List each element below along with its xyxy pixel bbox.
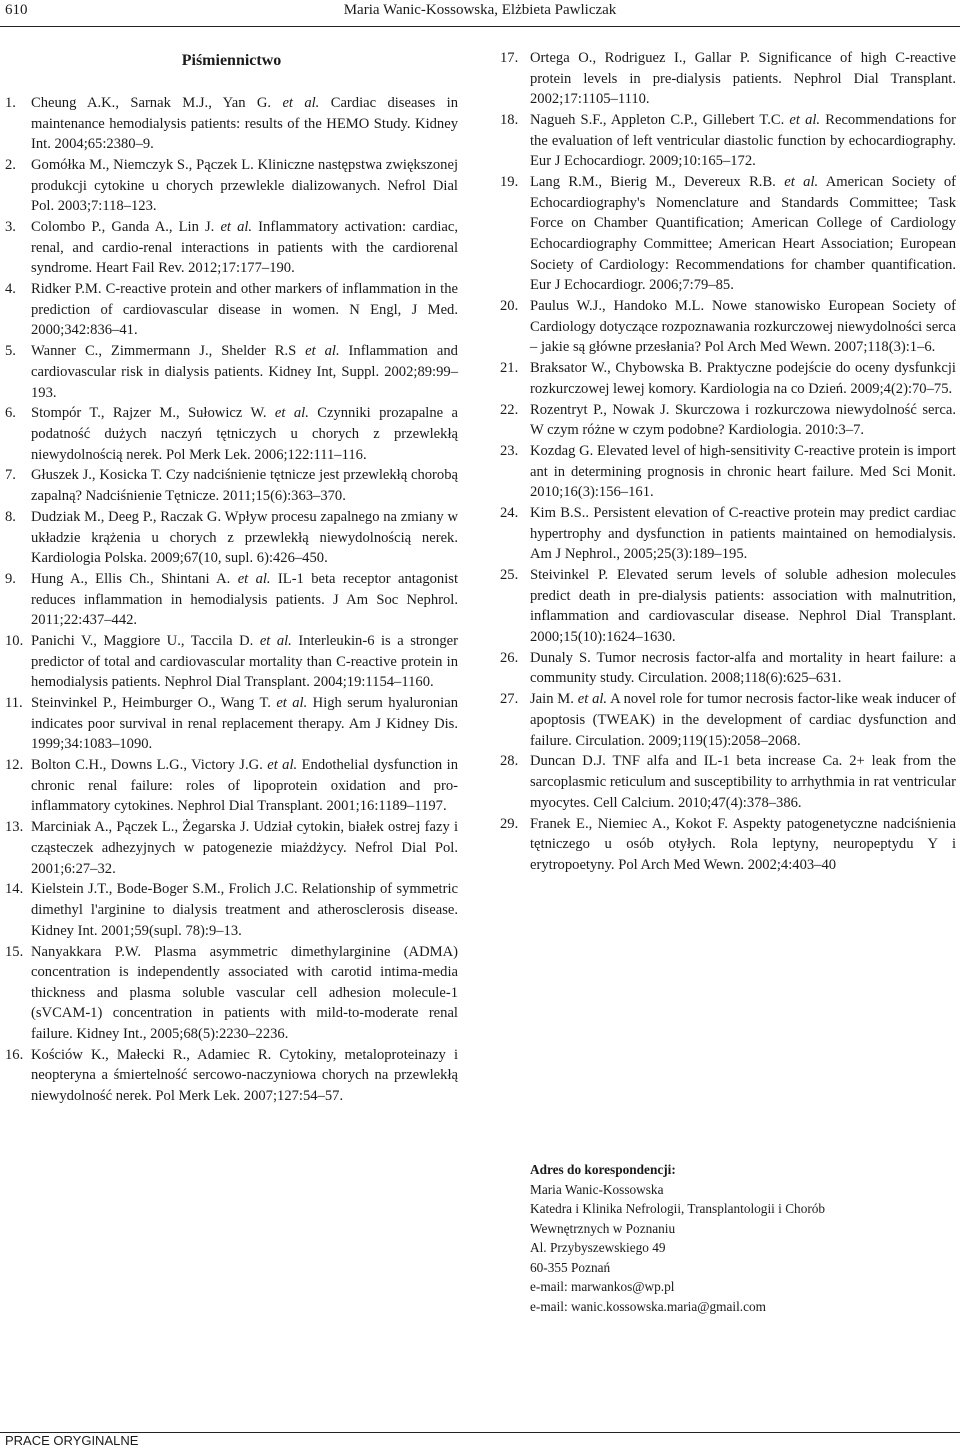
reference-item [500, 503, 956, 565]
reference-text: Nagueh S.F., Appleton C.P., Gillebert T.C. et al. Recommendations for the evaluation of left ventricular diastolic function by echocardiography. Eur J Echocardiogr. 2009;10:165–172. [530, 112, 957, 170]
correspondence-department-cont: Wewnętrznych w Poznaniu [530, 1220, 676, 1236]
reference-number: 21. [500, 360, 519, 377]
reference-text: Wanner C., Zimmermann J., Shelder R.S et al. Inflammation and cardiovascular risk in dialysis patients. Kidney Int, Suppl. 2002;89:99–193. [31, 343, 458, 401]
reference-item [500, 400, 956, 441]
right-column [500, 48, 956, 876]
correspondence-street: Al. Przybyszewskiego 49 [530, 1240, 666, 1255]
reference-number: 2. [5, 157, 16, 174]
reference-text: Franek E., Niemiec A., Kokot F. Aspekty patogenetyczne nadciśnienia tętniczego u osób otyłych. Rola leptyny, neuropeptydu Y i erytropoetyny. Pol Arch Med Wewn. 2002;4:403–40 [530, 815, 956, 873]
reference-text: Steinvinkel P., Heimburger O., Wang T. et al. High serum hyaluronian indicates poor survival in renal replacement therapy. Am J Kidney Dis. 1999;34:1083–1090. [31, 695, 458, 753]
reference-text: Lang R.M., Bierig M., Devereux R.B. et al. American Society of Echocardiography's Nomenclature and Standards Committee; Task Force on Chamber Quantification; American College of Cardiology Echocardiography Committee; American Heart Association; European Society of Cardiology: Recommendations for chamber quantification. Eur J Echocardiogr. 2006;7:79–85. [530, 174, 957, 294]
reference-number: 4. [5, 281, 16, 298]
reference-item [500, 751, 956, 813]
reference-number: 17. [500, 50, 519, 66]
reference-item [5, 217, 458, 279]
reference-text: Duncan D.J. TNF alfa and IL-1 beta increase Ca. 2+ leak from the sarcoplasmic reticulum and susceptibility to arrhythmia in rat ventricular myocytes. Cell Calcium. 2010;47(4):378–386. [530, 753, 956, 811]
reference-text: Nanyakkara P.W. Plasma asymmetric dimethylarginine (ADMA) concentration is independently associated with carotid intima-media thickness and plasma soluble vascular cell adhesion molecule-1 (sVCAM-1) concentration in patients with mild-to-moderate renal failure. Kidney Int., 2005;68(5):2230–2236. [31, 943, 458, 1042]
reference-number: 25. [500, 567, 519, 584]
reference-item [500, 296, 956, 358]
reference-text: Dudziak M., Deeg P., Raczak G. Wpływ procesu zapalnego na zmiany w układzie krążenia u chorych z przewlekłą niewydolnością nerek. Kardiologia Polska. 2009;67(10, supl. 6):426–450. [31, 508, 458, 567]
reference-text: Marciniak A., Pączek L., Żegarska J. Udział cytokin, białek ostrej fazy i cząsteczek adhezyjnych w patogenezie miażdżycy. Nefrol Dial Pol. 2001;6:27–32. [31, 819, 458, 877]
reference-item [500, 110, 956, 172]
reference-text: Jain M. et al. A novel role for tumor necrosis factor-like weak inducer of apoptosis (TWEAK) in the development of cardiac dysfunction and failure. Circulation. 2009;119(15):2058–2068. [530, 691, 956, 749]
reference-number: 12. [5, 757, 24, 774]
reference-number: 1. [5, 95, 16, 111]
footer-section-label: PRACE ORYGINALNE [5, 1433, 139, 1448]
reference-number: 18. [500, 112, 519, 129]
reference-item [500, 358, 956, 399]
correspondence-email-2[interactable]: e-mail: wanic.kossowska.maria@gmail.com [530, 1298, 767, 1314]
reference-text: Kielstein J.T., Bode-Boger S.M., Frolich J.C. Relationship of symmetric dimethyl l'arginine to dialysis treatment and atherosclerosis disease. Kidney Int. 2001;59(supl. 78):9–13. [31, 881, 458, 939]
reference-number: 19. [500, 174, 519, 191]
footer-divider [0, 1432, 960, 1433]
reference-number: 22. [500, 401, 519, 418]
correspondence-name: Maria Wanic-Kossowska [530, 1181, 664, 1197]
reference-item [5, 631, 458, 693]
reference-text: Ridker P.M. C-reactive protein and other markers of inflammation in the prediction of cardiovascular disease in women. N Engl, J Med. 2000;342:836–41. [31, 281, 458, 339]
reference-list-left [5, 93, 458, 1107]
reference-item [500, 814, 956, 876]
running-head-authors: Maria Wanic-Kossowska, Elżbieta Pawliczak [343, 2, 617, 18]
correspondence-department: Katedra i Klinika Nefrologii, Transplantologii i Chorób [530, 1201, 826, 1216]
reference-item [5, 569, 458, 631]
reference-number: 7. [5, 467, 16, 484]
correspondence-title: Adres do korespondencji: [530, 1162, 676, 1177]
reference-text: Gomółka M., Niemczyk S., Pączek L. Kliniczne następstwa zwiększonej produkcji cytokine u chorych przewlekle dializowanych. Nefrol Dial Pol. 2003;7:118–123. [31, 157, 458, 215]
reference-item [5, 755, 458, 817]
reference-item [500, 172, 956, 296]
reference-number: 3. [5, 219, 16, 236]
header-divider [0, 26, 960, 27]
reference-text: Głuszek J., Kosicka T. Czy nadciśnienie tętnicze jest przewlekłą chorobą zapalną? Nadciśnienie Tętnicze. 2011;15(6):363–370. [31, 467, 458, 505]
reference-number: 26. [500, 649, 519, 666]
reference-item [5, 279, 458, 341]
reference-number: 24. [500, 505, 519, 522]
reference-list-right [500, 48, 956, 875]
reference-item [5, 93, 458, 155]
reference-item [5, 817, 458, 879]
reference-item [500, 648, 956, 689]
correspondence-city: 60-355 Poznań [530, 1259, 611, 1275]
reference-text: Paulus W.J., Handoko M.L. Nowe stanowisko European Society of Cardiology dotyczące rozpoznawania rozkurczowej niewydolności serca – jakie są główne przesłania? Pol Arch Med Wewn. 2007;118(3):1–6. [530, 298, 956, 356]
reference-item [5, 693, 458, 755]
reference-number: 14. [5, 881, 24, 898]
reference-text: Kościów K., Małecki R., Adamiec R. Cytokiny, metaloproteinazy i neopteryna a śmiertelność sercowo-naczyniowa chorych na przewlekłą niewydolność nerek. Pol Merk Lek. 2007;127:54–57. [31, 1046, 458, 1104]
page-number: 610 [5, 2, 28, 18]
correspondence-email-1[interactable]: e-mail: marwankos@wp.pl [530, 1279, 675, 1294]
reference-number: 29. [500, 815, 519, 832]
reference-number: 5. [5, 343, 16, 360]
reference-text: Hung A., Ellis Ch., Shintani A. et al. IL-1 beta receptor antagonist reduces inflammation in hemodialysis patients. J Am Soc Nephrol. 2011;22:437–442. [31, 571, 459, 629]
reference-item [500, 565, 956, 647]
reference-number: 9. [5, 571, 16, 588]
running-header [0, 0, 960, 26]
reference-number: 8. [5, 508, 16, 525]
reference-text: Kozdag G. Elevated level of high-sensitivity C-reactive protein is import ant in determining prognosis in chronic heart failure. Med Sci Monit. 2010;16(3):156–161. [530, 443, 956, 501]
reference-item [5, 341, 458, 403]
reference-item [5, 465, 458, 506]
reference-number: 16. [5, 1046, 24, 1063]
reference-number: 15. [5, 943, 24, 960]
reference-text: Braksator W., Chybowska B. Praktyczne podejście do oceny dysfunkcji rozkurczowej lewej komory. Kardiologia na co Dzień. 2009;4(2):70–75. [530, 360, 956, 397]
reference-number: 23. [500, 443, 519, 460]
reference-text: Stompór T., Rajzer M., Sułowicz W. et al. Czynniki prozapalne a podatność dużych naczyń tętniczych u chorych z przewlekłą niewydolnością nerek. Pol Merk Lek. 2006;122:111–116. [31, 405, 458, 463]
reference-number: 20. [500, 298, 519, 315]
reference-item [5, 507, 458, 569]
reference-text: Cheung A.K., Sarnak M.J., Yan G. et al. Cardiac diseases in maintenance hemodialysis patients: results of the HEMO Study. Kidney Int. 2004;65:2380–9. [31, 95, 458, 153]
reference-item [5, 155, 458, 217]
reference-item [5, 879, 458, 941]
reference-item [5, 1045, 458, 1107]
reference-item [500, 689, 956, 751]
reference-text: Steivinkel P. Elevated serum levels of soluble adhesion molecules predict death in pre-dialysis patients: association with malnutrition, inflammation and cardiovascular disease. Nephrol Dial Transplant. 2000;15(10):1624–1630. [530, 567, 956, 645]
reference-number: 27. [500, 691, 519, 708]
reference-item [500, 441, 956, 503]
reference-text: Bolton C.H., Downs L.G., Victory J.G. et al. Endothelial dysfunction in chronic renal failure: roles of lipoprotein oxidation and pro-inflammatory cytokines. Nephrol Dial Transplant. 2001;16:1189–1197. [31, 757, 458, 815]
reference-number: 6. [5, 405, 16, 422]
reference-number: 13. [5, 819, 24, 836]
reference-item [5, 942, 458, 1045]
reference-number: 10. [5, 633, 24, 650]
reference-text: Panichi V., Maggiore U., Taccila D. et al. Interleukin-6 is a stronger predictor of total and cardiovascular mortality than C-reactive protein in hemodialysis patients. Nephrol Dial Transplant. 2004;19:1154–1160. [31, 633, 459, 691]
reference-number: 28. [500, 753, 519, 770]
reference-text: Ortega O., Rodriguez I., Gallar P. Significance of high C-reactive protein levels in pre-dialysis patients. Nephrol Dial Transplant. 2002;17:1105–1110. [530, 50, 956, 108]
section-title: Piśmiennictwo [181, 52, 282, 69]
reference-text: Rozentryt P., Nowak J. Skurczowa i rozkurczowa niewydolność serca. W czym różne w czym podobne? Kardiologia. 2010:3–7. [530, 401, 956, 439]
reference-item [5, 403, 458, 465]
correspondence-address [530, 1160, 930, 1316]
reference-number: 11. [5, 695, 23, 712]
reference-text: Colombo P., Ganda A., Lin J. et al. Inflammatory activation: cardiac, renal, and cardio-renal interactions in patients with the cardiorenal syndrome. Heart Fail Rev. 2012;17:177–190. [31, 219, 458, 277]
reference-item [500, 48, 956, 110]
reference-text: Dunaly S. Tumor necrosis factor-alfa and mortality in heart failure: a community study. Circulation. 2008;118(6):625–631. [530, 649, 956, 687]
left-column [5, 48, 458, 1107]
reference-text: Kim B.S.. Persistent elevation of C-reactive protein may predict cardiac hypertrophy and dysfunction in patients maintained on hemodialysis. Am J Nephrol., 2005;25(3):189–195. [530, 505, 956, 563]
